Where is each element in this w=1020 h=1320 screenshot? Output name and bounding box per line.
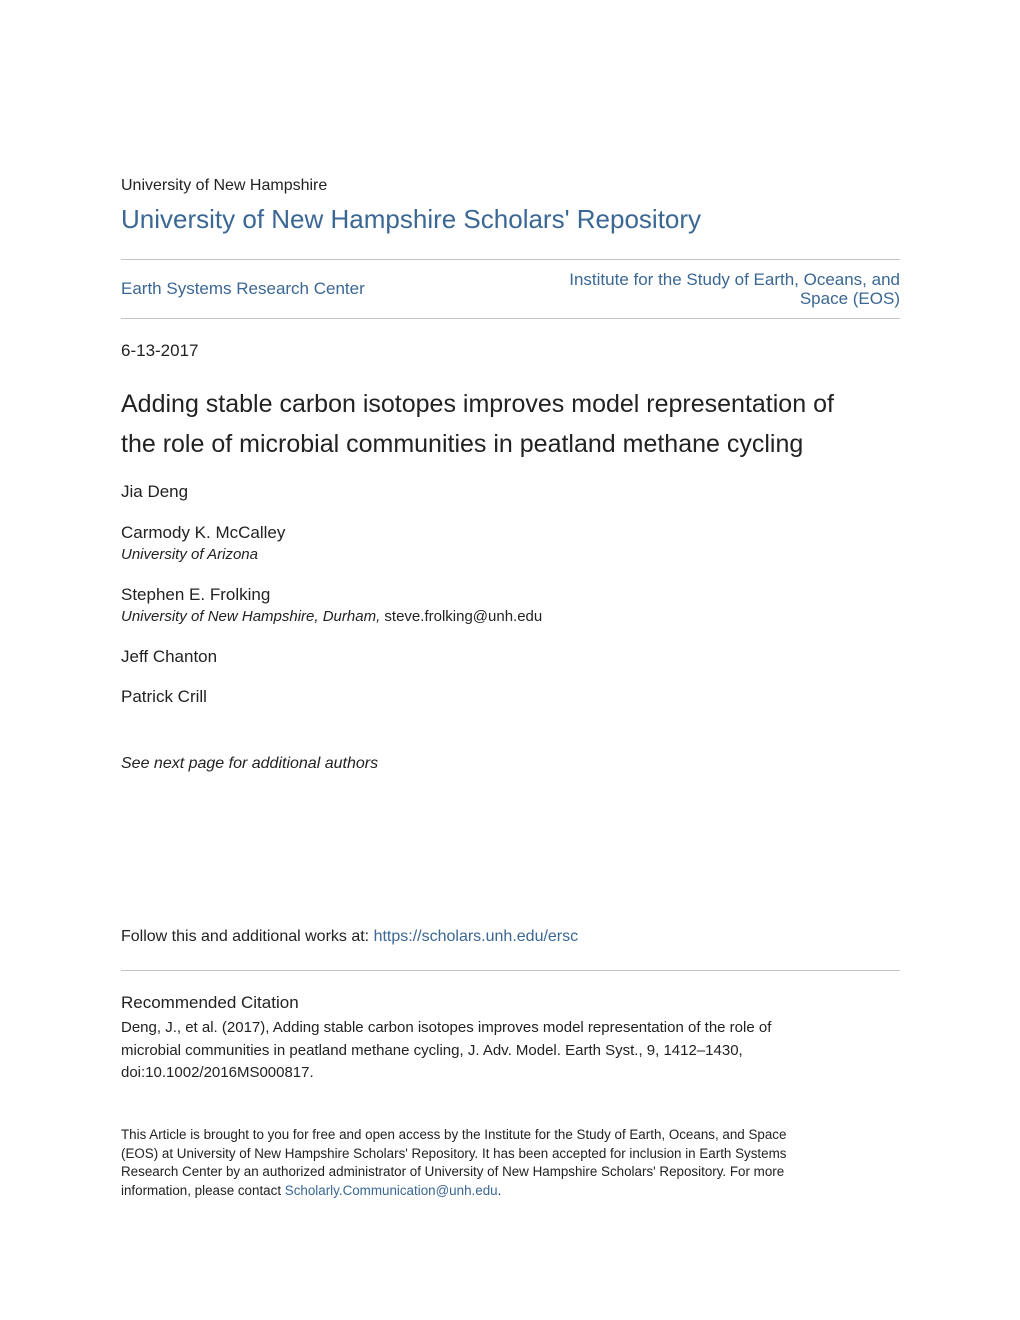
author-affiliation: University of Arizona	[121, 546, 258, 563]
notice-line: Research Center by an authorized administrator of University of New Hampshire Scholars' Repository. For more	[121, 1164, 785, 1180]
citation-text	[121, 1017, 861, 1085]
article-title	[121, 384, 900, 464]
series-link-ersc[interactable]: Earth Systems Research Center	[121, 279, 365, 298]
notice-period: .	[497, 1183, 502, 1199]
notice-line: This Article is brought to you for free and open access by the Institute for the Study of Earth, Oceans, and Space	[121, 1127, 787, 1142]
author-affiliation: University of New Hampshire, Durham	[121, 608, 377, 625]
author-affiliation-line: University of New Hampshire, Durham, steve.frolking@unh.edu	[121, 608, 543, 625]
follow-link[interactable]: https://scholars.unh.edu/ersc	[373, 928, 579, 945]
see-next-note: See next page for additional authors	[121, 755, 379, 772]
publication-date: 6-13-2017	[121, 341, 199, 360]
citation-line: Deng, J., et al. (2017), Adding stable carbon isotopes improves model representation of the role of	[121, 1019, 772, 1036]
author-name: Carmody K. McCalley	[121, 523, 286, 542]
series-link-eos-line2: Space (EOS)	[799, 289, 900, 308]
article-title-line1: Adding stable carbon isotopes improves model representation of	[121, 390, 834, 418]
follow-line	[121, 928, 578, 946]
divider	[121, 259, 900, 260]
author-name: Jia Deng	[121, 482, 189, 501]
citation-heading: Recommended Citation	[121, 993, 299, 1012]
notice-contact-text: information, please contact	[121, 1183, 285, 1199]
notice-line	[121, 1182, 871, 1201]
repository-link[interactable]: University of New Hampshire Scholars' Repository	[121, 204, 702, 234]
series-link-eos[interactable]	[480, 270, 900, 308]
institution-name: University of New Hampshire	[121, 177, 328, 194]
author-name: Patrick Crill	[121, 687, 207, 706]
access-notice	[121, 1126, 871, 1201]
article-title-line2: the role of microbial communities in peatland methane cycling	[121, 430, 804, 458]
series-link-eos-line1: Institute for the Study of Earth, Oceans, and	[569, 270, 900, 289]
author-name: Jeff Chanton	[121, 647, 218, 666]
author-email: steve.frolking@unh.edu	[384, 608, 543, 625]
divider	[121, 318, 900, 319]
cover-page	[121, 0, 900, 1320]
contact-email-link[interactable]: Scholarly.Communication@unh.edu	[284, 1183, 498, 1199]
follow-text: Follow this and additional works at:	[121, 928, 374, 945]
author-name: Stephen E. Frolking	[121, 585, 271, 604]
divider	[121, 970, 900, 971]
notice-line: (EOS) at University of New Hampshire Scholars' Repository. It has been accepted for inclusion in Earth Systems	[121, 1145, 787, 1161]
citation-line: microbial communities in peatland methane cycling, J. Adv. Model. Earth Syst., 9, 1412–1430,	[121, 1041, 743, 1059]
citation-line: doi:10.1002/2016MS000817.	[121, 1064, 314, 1081]
